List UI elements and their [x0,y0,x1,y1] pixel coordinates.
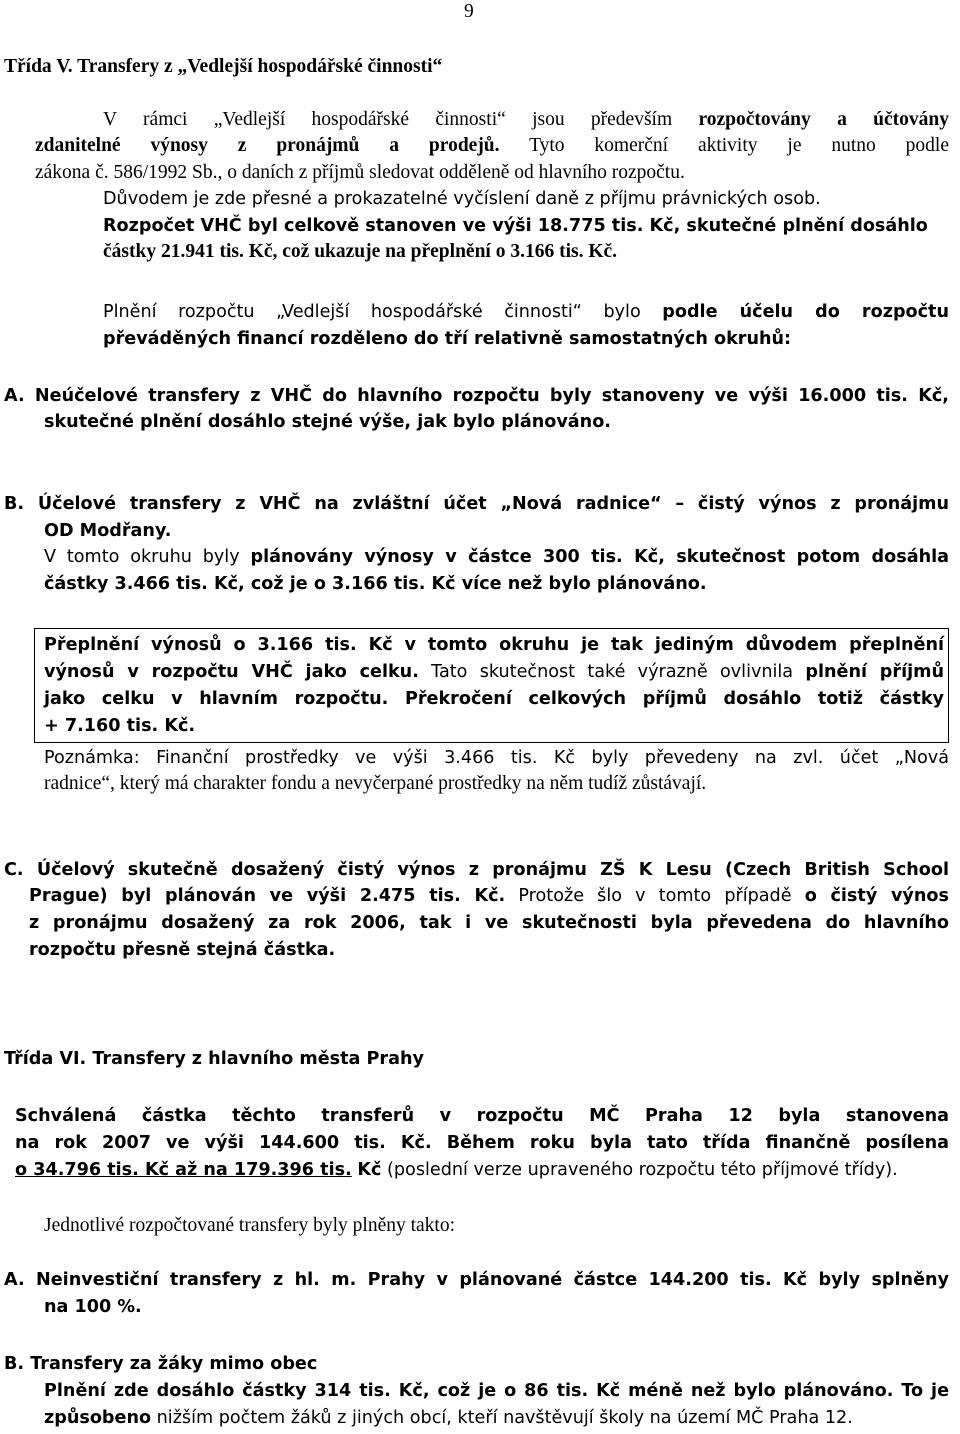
item-b-line: B. Účelové transfery z VHČ na zvláštní účet „Nová radnice“ – čistý výnos z pronájmu [4,494,949,514]
paragraph-line: o 34.796 tis. Kč až na 179.396 tis. Kč (poslední verze upraveného rozpočtu této příjmové třídy). [15,1160,898,1180]
item-b-line: V tomto okruhu byly plánovány výnosy v částce 300 tis. Kč, skutečnost potom dosáhla [44,547,950,567]
box-line: + 7.160 tis. Kč. [44,716,196,736]
item-b-heading: B. Transfery za žáky mimo obec [4,1354,318,1374]
item-a-line: A. Neúčelové transfery z VHČ do hlavního rozpočtu byly stanoveny ve výši 16.000 tis. Kč, [4,386,949,406]
paragraph-line: zákona č. 586/1992 Sb., o daních z příjmů sledovat odděleně od hlavního rozpočtu. [35,162,685,183]
paragraph-line: na rok 2007 ve výši 144.600 tis. Kč. Během roku byla tato třída finančně posílena [15,1133,949,1153]
item-c-line: C. Účelový skutečně dosažený čistý výnos z pronájmu ZŠ K Lesu (Czech British School [4,860,949,880]
item-c-line: Prague) byl plánován ve výši 2.475 tis. Kč. Protože šlo v tomto případě o čistý výnos [29,886,949,906]
paragraph-line: částky 21.941 tis. Kč, což ukazuje na přeplnění o 3.166 tis. Kč. [103,241,618,262]
note-line: radnice“, který má charakter fondu a nevyčerpané prostředky na něm tudíž zůstávají. [44,773,707,794]
box-line: výnosů v rozpočtu VHČ jako celku. Tato skutečnost také výrazně ovlivnila plnění příjmů [44,662,944,682]
item-b-line: Plnění zde dosáhlo částky 314 tis. Kč, což je o 86 tis. Kč méně než bylo plánováno. To je [44,1381,949,1401]
item-b-line: OD Modřany. [44,521,172,541]
paragraph-line: Plnění rozpočtu „Vedlejší hospodářské činnosti“ bylo podle účelu do rozpočtu [103,302,949,322]
item-b-line: částky 3.466 tis. Kč, což je o 3.166 tis. Kč více než bylo plánováno. [44,574,707,594]
box-line: jako celku v hlavním rozpočtu. Překročení celkových příjmů dosáhlo totiž částky [44,689,944,709]
item-a-line: A. Neinvestiční transfery z hl. m. Prahy v plánované částce 144.200 tis. Kč byly splněny [4,1270,949,1290]
note-line: Poznámka: Finanční prostředky ve výši 3.466 tis. Kč byly převedeny na zvl. účet „Nová [44,748,949,768]
paragraph-line: Rozpočet VHČ byl celkově stanoven ve výši 18.775 tis. Kč, skutečné plnění dosáhlo [103,216,928,236]
item-c-line: rozpočtu přesně stejná částka. [29,940,336,960]
section-heading-trida-vi: Třída VI. Transfery z hlavního města Prahy [4,1049,424,1069]
box-line: Přeplnění výnosů o 3.166 tis. Kč v tomto okruhu je tak jediným důvodem přeplnění [44,635,944,655]
paragraph-line: V rámci „Vedlejší hospodářské činnosti“ jsou především rozpočtovány a účtovány [103,109,949,130]
paragraph-line: Schválená částka těchto transferů v rozpočtu MČ Praha 12 byla stanovena [15,1106,949,1126]
item-c-line: z pronájmu dosažený za rok 2006, tak i ve skutečnosti byla převedena do hlavního [29,913,949,933]
paragraph-line: zdanitelné výnosy z pronájmů a prodejů. Tyto komerční aktivity je nutno podle [35,135,949,156]
page-number: 9 [464,1,474,22]
section-heading-trida-v: Třída V. Transfery z „Vedlejší hospodářské činnosti“ [4,56,443,77]
paragraph-line: převáděných financí rozděleno do tří relativně samostatných okruhů: [103,329,792,349]
item-a-line: skutečné plnění dosáhlo stejné výše, jak bylo plánováno. [44,412,611,432]
item-a-line: na 100 %. [44,1297,142,1317]
item-b-line: způsobeno nižším počtem žáků z jiných obcí, kteří navštěvují školy na území MČ Praha 12. [44,1408,853,1428]
intro-line: Jednotlivé rozpočtované transfery byly plněny takto: [44,1215,456,1236]
paragraph-line: Důvodem je zde přesné a prokazatelné vyčíslení daně z příjmu právnických osob. [103,189,821,209]
